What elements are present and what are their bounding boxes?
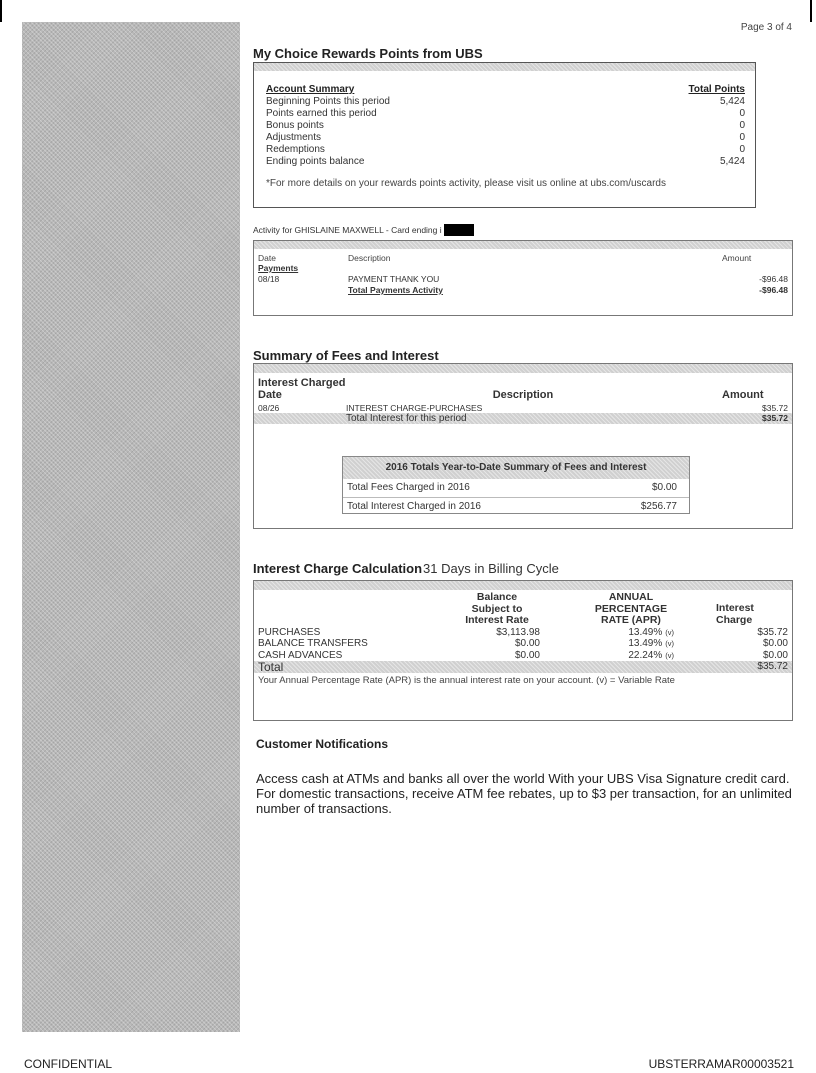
balance-type: BALANCE TRANSFERS <box>258 638 368 649</box>
ytd-title: 2016 Totals Year-to-Date Summary of Fees and Interest <box>343 457 689 479</box>
activity-total-row <box>254 285 792 296</box>
fees-col-amount: Amount <box>722 389 764 401</box>
total-interest-label: Total Interest for this period <box>346 413 467 424</box>
rewards-note: *For more details on your rewards points activity, please visit us online at ubs.com/uscards <box>266 178 666 189</box>
fees-col-date: Date <box>258 389 282 401</box>
activity-section-row <box>254 263 792 274</box>
activity-table <box>253 240 793 316</box>
rewards-row <box>266 108 745 120</box>
balance-amount: $3,113.98 <box>496 626 540 638</box>
interest-total-charge: $35.72 <box>757 661 788 672</box>
ytd-row-value: $0.00 <box>651 482 677 493</box>
rewards-row-value: 5,424 <box>719 96 745 107</box>
rewards-title-text: My Choice Rewards Points from UBS <box>253 46 483 61</box>
ytd-row <box>343 479 689 497</box>
rewards-row-label: Points earned this period <box>266 108 377 119</box>
rewards-row-value: 5,424 <box>719 156 745 167</box>
bates-number: UBSTERRAMAR00003521 <box>648 1057 794 1071</box>
fees-section-title <box>253 348 439 363</box>
table-row <box>254 274 792 285</box>
apr-header: ANNUAL PERCENTAGE RATE (APR) <box>594 591 668 626</box>
fees-column-headers <box>254 373 792 401</box>
payments-section-label: Payments <box>258 263 299 273</box>
rewards-row-value: 0 <box>739 120 745 131</box>
apr-value: 13.49% (v) <box>628 638 674 649</box>
rewards-box-header-bar <box>254 63 755 71</box>
interest-charge: $0.00 <box>762 649 788 661</box>
interest-description: INTEREST CHARGE-PURCHASES <box>346 403 483 413</box>
fees-title-text: Summary of Fees and Interest <box>253 348 439 363</box>
activity-column-headers <box>254 249 792 263</box>
balance-amount: $0.00 <box>514 649 540 661</box>
activity-header-bar <box>254 241 792 249</box>
balance-header: Balance Subject to Interest Rate <box>465 591 529 626</box>
rewards-row-value: 0 <box>739 144 745 155</box>
rewards-section-title <box>253 46 483 61</box>
rewards-row-label: Bonus points <box>266 120 324 131</box>
interest-total-label: Total <box>258 660 284 674</box>
balance-type: PURCHASES <box>258 626 321 638</box>
activity-label <box>253 224 474 236</box>
rewards-row-value: 0 <box>739 108 745 119</box>
interest-charge: $35.72 <box>757 626 788 638</box>
interest-date: 08/26 <box>258 403 280 413</box>
corner-mark-right <box>810 0 812 22</box>
apr-value: 13.49% (v) <box>628 626 674 638</box>
rewards-row <box>266 120 745 132</box>
interest-calculation-table <box>253 580 793 721</box>
rewards-row-label: Ending points balance <box>266 156 365 167</box>
payment-description: PAYMENT THANK YOU <box>348 274 440 284</box>
charge-header: Interest Charge <box>716 602 754 626</box>
interest-charge: $0.00 <box>762 638 788 649</box>
rewards-row <box>266 132 745 144</box>
interest-header-bar <box>254 581 792 590</box>
rewards-row-label: Adjustments <box>266 132 322 143</box>
ytd-row-label: Total Fees Charged in 2016 <box>347 482 470 493</box>
activity-label-text: Activity for GHISLAINE MAXWELL - Card ending i <box>253 225 442 235</box>
fees-total-row <box>254 413 792 424</box>
balance-type: CASH ADVANCES <box>258 649 343 661</box>
account-summary-header: Account Summary <box>266 84 355 95</box>
fees-interest-box <box>253 363 793 529</box>
apr-value: 22.24% (v) <box>628 649 674 661</box>
rewards-summary-box <box>253 62 756 208</box>
redaction-block <box>444 224 474 236</box>
interest-amount: $35.72 <box>762 403 788 413</box>
table-row <box>254 638 792 650</box>
table-row <box>254 627 792 639</box>
rewards-row-label: Beginning Points this period <box>266 96 390 107</box>
ytd-row-label: Total Interest Charged in 2016 <box>347 501 481 512</box>
left-shaded-band <box>22 22 240 1032</box>
ytd-row-value: $256.77 <box>640 501 677 512</box>
billing-cycle-text: 31 Days in Billing Cycle <box>423 561 559 576</box>
interest-column-headers <box>254 590 792 627</box>
total-payments-label: Total Payments Activity <box>348 285 443 295</box>
total-payments-amount: -$96.48 <box>759 285 788 295</box>
rewards-row <box>266 96 745 108</box>
page-number: Page 3 of 4 <box>740 22 792 33</box>
fees-header-bar <box>254 364 792 373</box>
interest-charged-subhead: Interest Charged <box>258 377 346 389</box>
corner-mark-left <box>0 0 2 22</box>
rewards-row <box>266 156 745 168</box>
payment-amount: -$96.48 <box>759 274 788 284</box>
total-points-header: Total Points <box>688 84 745 95</box>
rewards-row <box>266 144 745 156</box>
notifications-title: Customer Notifications <box>256 737 389 751</box>
payment-date: 08/18 <box>258 274 280 284</box>
rewards-row-label: Redemptions <box>266 144 325 155</box>
table-row <box>254 650 792 662</box>
rewards-header-row <box>266 84 745 96</box>
ytd-row <box>343 497 689 515</box>
interest-section-title <box>253 561 559 576</box>
total-interest-amount: $35.72 <box>762 413 788 423</box>
table-row <box>254 401 792 413</box>
interest-total-row <box>254 661 792 673</box>
notifications-text: Access cash at ATMs and banks all over the world With your UBS Visa Signature credit card. For domestic transactions, receive ATM fee rebates, up to $3 per transaction, for an unlimited number of transactions. <box>256 771 792 816</box>
apr-note: Your Annual Percentage Rate (APR) is the annual interest rate on your account. (v) = Variable Rate <box>258 675 675 686</box>
col-date-header: Date <box>258 253 276 263</box>
interest-title-text: Interest Charge Calculation <box>253 561 423 576</box>
col-amount-header: Amount <box>722 253 752 263</box>
fees-col-description: Description <box>492 389 554 401</box>
ytd-summary-box <box>342 456 690 514</box>
col-description-header: Description <box>348 253 391 263</box>
confidential-footer: CONFIDENTIAL <box>24 1057 113 1071</box>
balance-amount: $0.00 <box>514 638 540 649</box>
rewards-row-value: 0 <box>739 132 745 143</box>
